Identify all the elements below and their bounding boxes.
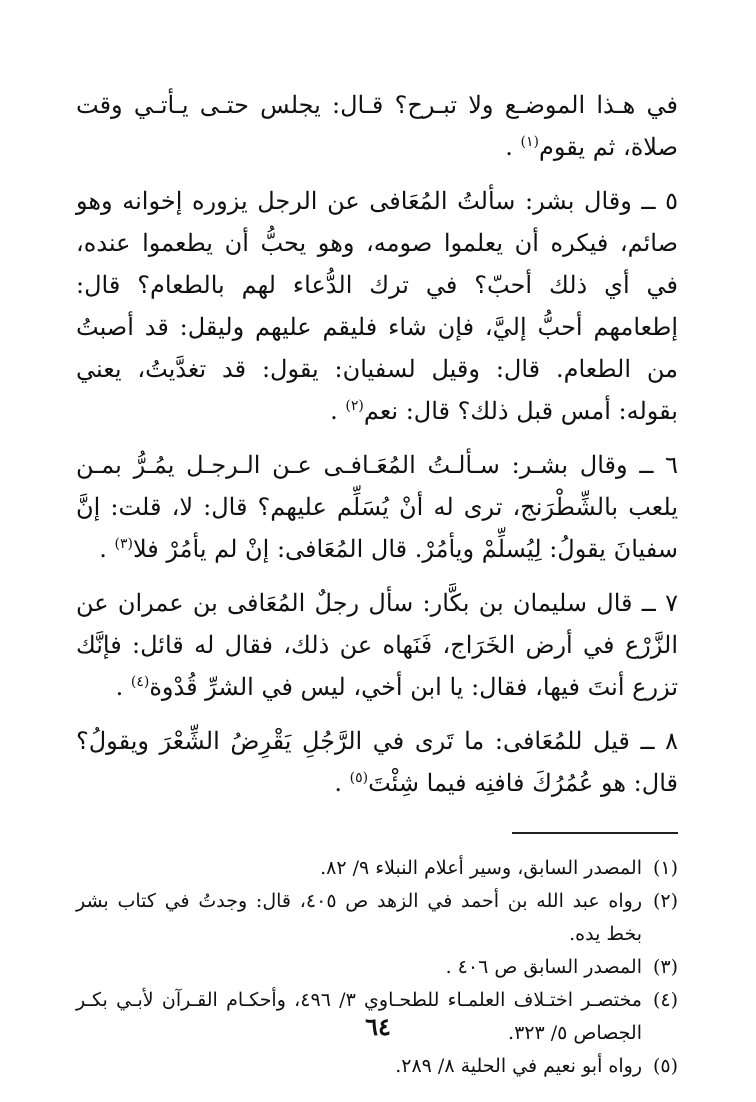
footnote-number: (١) [652, 857, 678, 879]
footnote-marker: (٣) [114, 536, 133, 552]
paragraph-8 [76, 720, 678, 804]
paragraph-end: . [330, 397, 338, 425]
paragraph-end: . [99, 535, 107, 563]
paragraph-end: . [115, 673, 124, 701]
footnote-2 [76, 885, 678, 951]
footnote-text: مختصـر اختـلاف العلمـاء للطحـاوي ٣/ ٤٩٦، وأحكـام القـرآن لأبـي بكـر الجصاص ٥/ ٣٢٣. [76, 989, 642, 1044]
paragraph-end: . [505, 133, 513, 161]
footnote-text: رواه عبد الله بن أحمد في الزهد ص ٤٠٥، قال: وجدتُ في كتاب بشر بخط يده. [76, 890, 642, 945]
footnote-5 [76, 1050, 678, 1083]
footnote-marker: (١) [520, 134, 539, 150]
footnote-marker: (٢) [345, 398, 364, 414]
footnote-text: المصدر السابق، وسير أعلام النبلاء ٩/ ٨٢. [320, 857, 642, 879]
footnotes [76, 852, 678, 1083]
paragraph-5 [76, 180, 678, 432]
paragraph-text: ٦ ــ وقال بشـر: سـألـتُ المُعَـافـى عـن الـرجـل يمُـرُّ بمـن يلعب بالشِّطْرَنج، ترى له أنْ يُسَلِّم عليهم؟ قال: لا، قلت: إنَّ سفيانَ يقولُ: لِيُسلِّمْ ويأمُرْ. قال المُعَافى: إنْ لم يأمُرْ فلا [76, 451, 679, 563]
footnote-number: (٣) [652, 956, 678, 978]
footnote-text: المصدر السابق ص ٤٠٦ . [445, 956, 642, 978]
footnote-text: رواه أبو نعيم في الحلية ٨/ ٢٨٩. [395, 1055, 642, 1077]
paragraph-7 [76, 582, 678, 708]
footnote-number: (٢) [652, 890, 678, 912]
footnote-number: (٥) [652, 1055, 678, 1077]
paragraph-text: ٧ ــ قال سليمان بن بكَّار: سأل رجلٌ المُعَافى بن عمران عن الزَّرْع في أرض الخَرَاج، فَنَهاه عن ذلك، فقال له قائل: فإنَّك تزرع أنتَ فيها، فقال: يا ابن أخي، ليس في الشرِّ قُدْوة [76, 589, 678, 701]
paragraph-end: . [334, 769, 342, 797]
paragraph-continuation [76, 84, 678, 168]
page-number: ٦٤ [365, 1012, 391, 1041]
paragraph-text: ٥ ــ وقال بشر: سألتُ المُعَافى عن الرجل يزوره إخوانه وهو صائم، فيكره أن يعلموا صومه، وهو يحبُّ أن يطعموا عنده، في أي ذلك أحبّ؟ في ترك الدُّعاء لهم بالطعام؟ قال: إطعامهم أحبُّ إليَّ، فإن شاء فليقم عليهم وليقل: قد أصبتُ من الطعام. قال: وقيل لسفيان: يقول: قد تغدَّيتُ، يعني بقوله: أمس قبل ذلك؟ قال: نعم [76, 187, 679, 425]
paragraph-6 [76, 444, 678, 570]
footnote-3 [76, 951, 678, 984]
main-text [76, 84, 678, 804]
footnote-marker: (٥) [349, 770, 369, 786]
footnote-marker: (٤) [130, 674, 150, 690]
paragraph-text: في هـذا الموضـع ولا تبـرح؟ قـال: يجلس حتـى يـأتـي وقت صلاة، ثم يقوم [76, 91, 679, 161]
footnote-separator [512, 832, 678, 834]
footnote-number: (٤) [652, 989, 678, 1011]
paragraph-text: ٨ ــ قيل للمُعَافى: ما تَرى في الرَّجُلِ يَقْرِضُ الشِّعْرَ ويقولُ؟ قال: هو عُمُرُكَ فافنِه فيما شِئْتَ [76, 727, 679, 797]
footnote-1 [76, 852, 678, 885]
